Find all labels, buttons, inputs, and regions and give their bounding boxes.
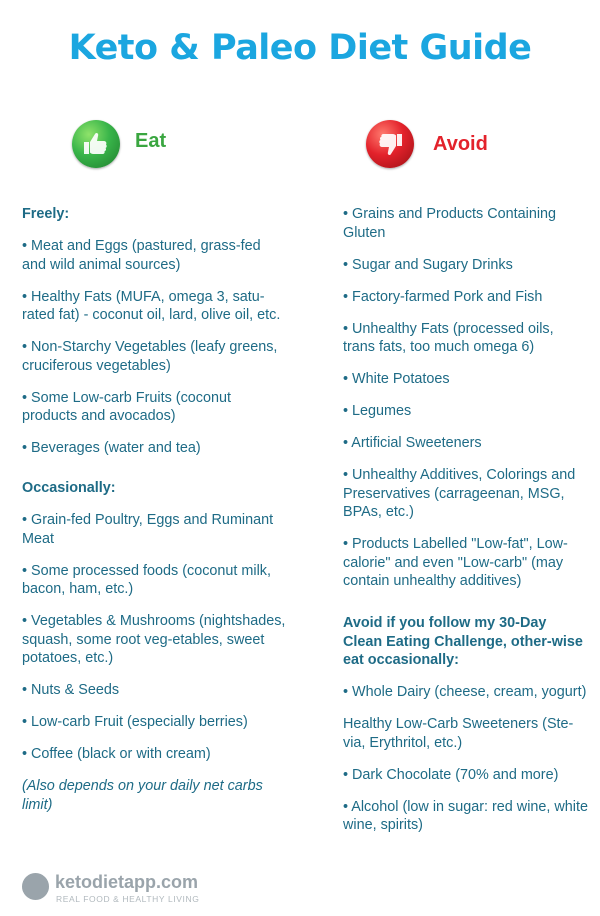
occasionally-item: • Nuts & Seeds — [22, 682, 120, 698]
logo-mark-icon — [22, 873, 49, 900]
eat-heading: Eat — [135, 130, 167, 152]
conditional-item: • Dark Chocolate (70% and more) — [343, 766, 559, 783]
conditional-item: Healthy Low-Carb Sweeteners (Ste-via, Erythritol, etc.) — [343, 716, 574, 751]
avoid-item: • Factory-farmed Pork and Fish — [343, 288, 543, 305]
avoid-item: • Artificial Sweeteners — [343, 435, 482, 451]
thumbs-down-badge — [366, 120, 414, 168]
occasionally-heading: Occasionally: — [22, 480, 116, 496]
occasionally-item: • Low-carb Fruit (especially berries) — [22, 714, 248, 730]
conditional-item: • Alcohol (low in sugar: red wine, white wine, spirits) — [343, 798, 588, 833]
avoid-column — [343, 205, 588, 848]
conditional-heading: Avoid if you follow my 30-Day Clean Eating Challenge, other-wise eat occasionally: — [343, 615, 583, 668]
page-title: Keto & Paleo Diet Guide — [68, 28, 532, 68]
thumbs-up-badge — [72, 120, 120, 168]
avoid-item: • Grains and Products Containing Gluten — [343, 206, 557, 241]
logo-tagline: REAL FOOD & HEALTHY LIVING — [56, 894, 200, 904]
logo-brand: ketodietapp.com — [55, 872, 199, 892]
freely-item: • Beverages (water and tea) — [22, 440, 201, 456]
avoid-item: • Unhealthy Additives, Colorings and Preservatives (carrageenan, MSG, BPAs, etc.) — [343, 467, 576, 520]
freely-heading: Freely: — [22, 206, 70, 222]
avoid-item: • White Potatoes — [343, 371, 450, 387]
eat-column — [22, 205, 287, 828]
occasionally-item: • Coffee (black or with cream) — [22, 746, 211, 762]
avoid-item: • Legumes — [343, 403, 412, 419]
avoid-item: • Unhealthy Fats (processed oils, trans fats, too much omega 6) — [343, 320, 554, 355]
thumbs-down-icon — [374, 128, 406, 160]
freely-item: • Healthy Fats (MUFA, omega 3, satu-rated fat) - coconut oil, lard, olive oil, etc. — [22, 288, 281, 323]
avoid-item: • Sugar and Sugary Drinks — [343, 256, 513, 273]
thumbs-up-icon — [80, 128, 112, 160]
freely-item: • Some Low-carb Fruits (coconut products and avocados) — [22, 389, 231, 424]
occasionally-item: • Grain-fed Poultry, Eggs and Ruminant Meat — [22, 512, 274, 547]
occasionally-item: • Vegetables & Mushrooms (nightshades, squash, some root veg-etables, sweet potatoes, etc.) — [22, 613, 286, 666]
conditional-item: • Whole Dairy (cheese, cream, yogurt) — [343, 684, 587, 700]
freely-item: • Non-Starchy Vegetables (leafy greens, cruciferous vegetables) — [22, 339, 278, 374]
avoid-item: • Products Labelled "Low-fat", Low-calorie" and even "Low-carb" (may contain unhealthy additives) — [343, 536, 568, 589]
net-carbs-note: (Also depends on your daily net carbs limit) — [22, 778, 263, 813]
occasionally-item: • Some processed foods (coconut milk, bacon, ham, etc.) — [22, 562, 271, 597]
site-logo[interactable] — [22, 872, 262, 908]
avoid-heading: Avoid — [433, 133, 488, 155]
freely-item: • Meat and Eggs (pastured, grass-fed and wild animal sources) — [22, 238, 261, 273]
